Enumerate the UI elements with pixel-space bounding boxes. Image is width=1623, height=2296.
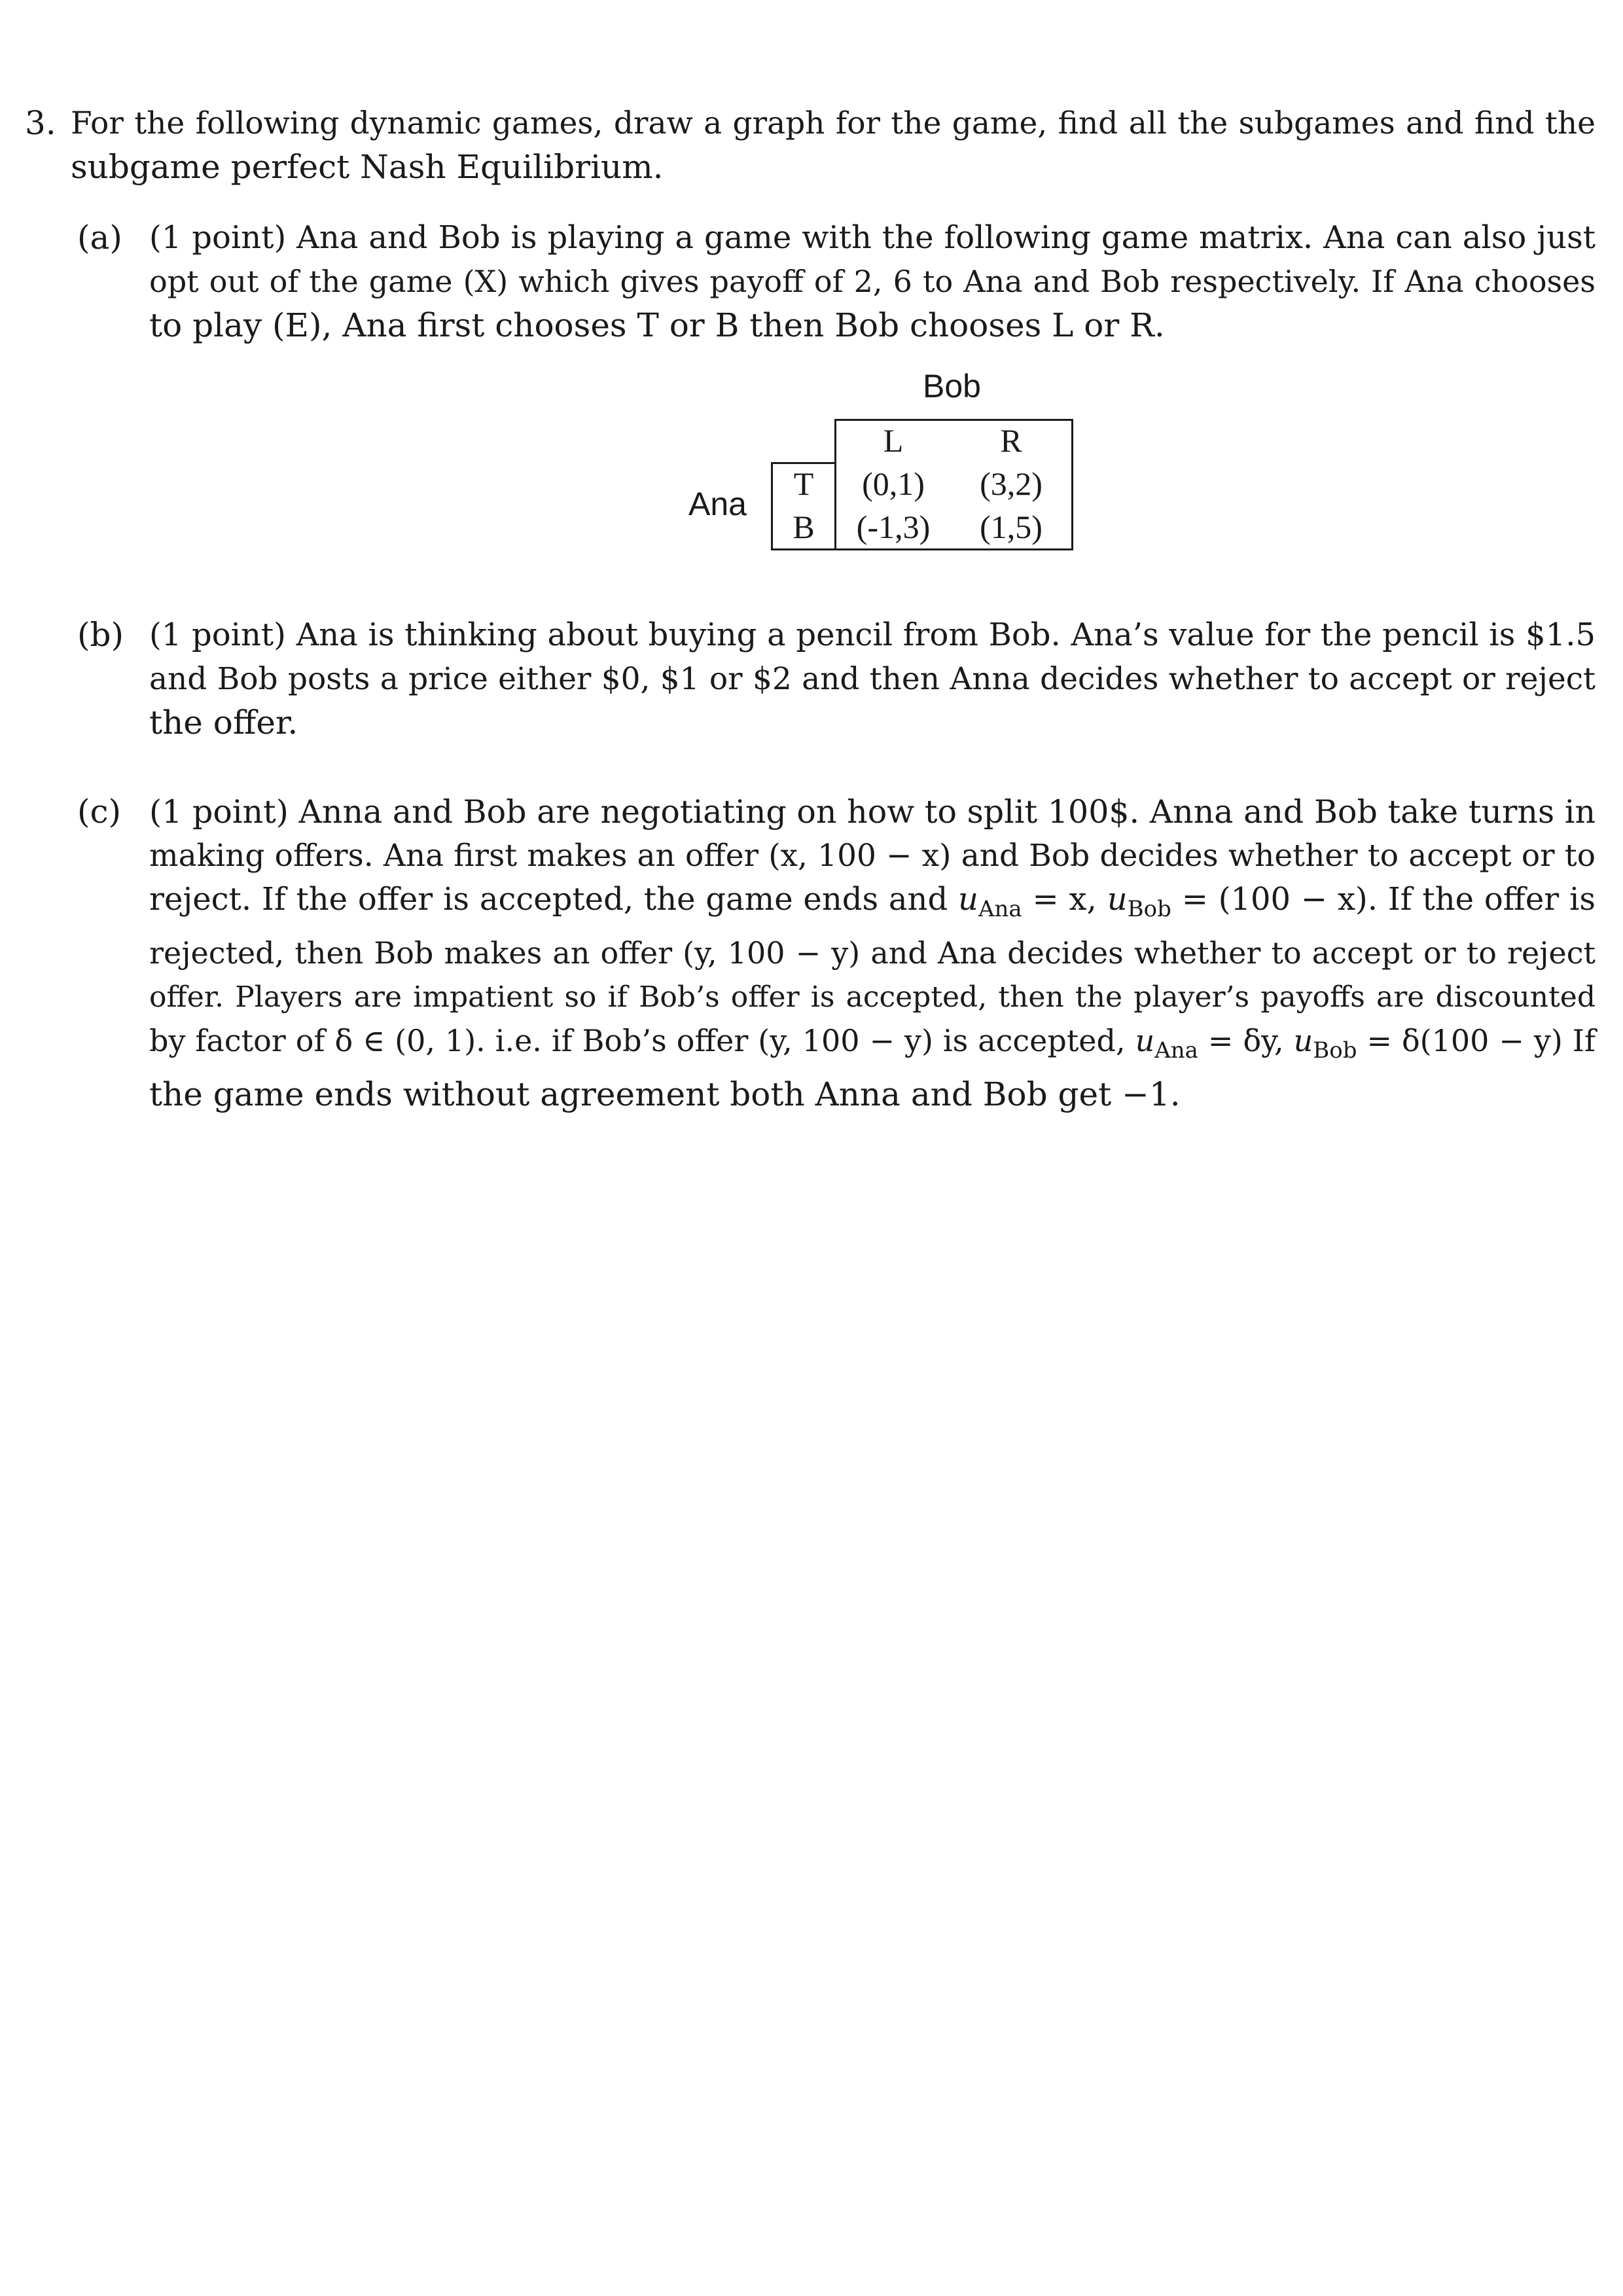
part-c-text xyxy=(149,790,1596,1117)
payoff-cell: (3,2) xyxy=(980,465,1043,502)
payoff-cell: (1,5) xyxy=(980,509,1043,545)
column-player-label: Bob xyxy=(923,368,981,404)
part-c-line: (1 point) Anna and Bob are negotiating on how to split 100$. Anna and Bob take turns in xyxy=(149,793,1596,831)
question-number: 3. xyxy=(25,104,56,142)
part-c-line: making offers. Ana first makes an offer (x, 100 − x) and Bob decides whether to accept or to xyxy=(149,838,1596,874)
part-b-line: the offer. xyxy=(149,704,298,742)
part-a-line: opt out of the game (X) which gives payoff of 2, 6 to Ana and Bob respectively. If Ana chooses xyxy=(149,264,1596,299)
part-a-text xyxy=(149,216,1596,348)
part-b-line: and Bob posts a price either $0, $1 or $2 and then Anna decides whether to accept or reject xyxy=(149,661,1596,697)
payoff-cell: (0,1) xyxy=(862,465,925,502)
part-c-line: by factor of δ ∈ (0, 1). i.e. if Bob’s offer (y, 100 − y) is accepted, $u_{Ana} = \delta y$, $u_{Bob} = \delta(100 - y)$ If xyxy=(149,1023,1596,1064)
payoff-cell: (-1,3) xyxy=(856,509,931,545)
row-player-label: Ana xyxy=(688,486,747,522)
part-c-line: rejected, then Bob makes an offer (y, 100 − y) and Ana decides whether to accept or to reject xyxy=(149,935,1596,971)
column-header-l: L xyxy=(883,422,904,459)
part-a-line: (1 point) Ana and Bob is playing a game with the following game matrix. Ana can also just xyxy=(149,219,1596,256)
row-label-b: B xyxy=(793,509,815,545)
part-b-text xyxy=(149,613,1596,745)
row-label-t: T xyxy=(793,465,814,502)
part-c-label: (c) xyxy=(77,793,122,831)
part-b-line: (1 point) Ana is thinking about buying a pencil from Bob. Ana’s value for the pencil is $1.5 xyxy=(149,617,1596,653)
intro-line: For the following dynamic games, draw a graph for the game, find all the subgames and find the xyxy=(71,105,1596,141)
part-b-label: (b) xyxy=(77,616,124,654)
part-c-line: the game ends without agreement both Anna and Bob get −1. xyxy=(149,1075,1181,1113)
part-c-line: reject. If the offer is accepted, the game ends and $u_{Ana} = x$, $u_{Bob} = (100 - x)$. If the offer is xyxy=(149,881,1596,922)
question-intro xyxy=(71,101,1596,189)
column-header-r: R xyxy=(1000,422,1022,459)
intro-line: subgame perfect Nash Equilibrium. xyxy=(71,148,664,186)
part-c-line: offer. Players are impatient so if Bob’s offer is accepted, then the player’s payoffs are discounted xyxy=(149,980,1596,1014)
part-a-label: (a) xyxy=(77,219,122,257)
part-a-line: to play (E), Ana first chooses T or B then Bob chooses L or R. xyxy=(149,306,1165,344)
